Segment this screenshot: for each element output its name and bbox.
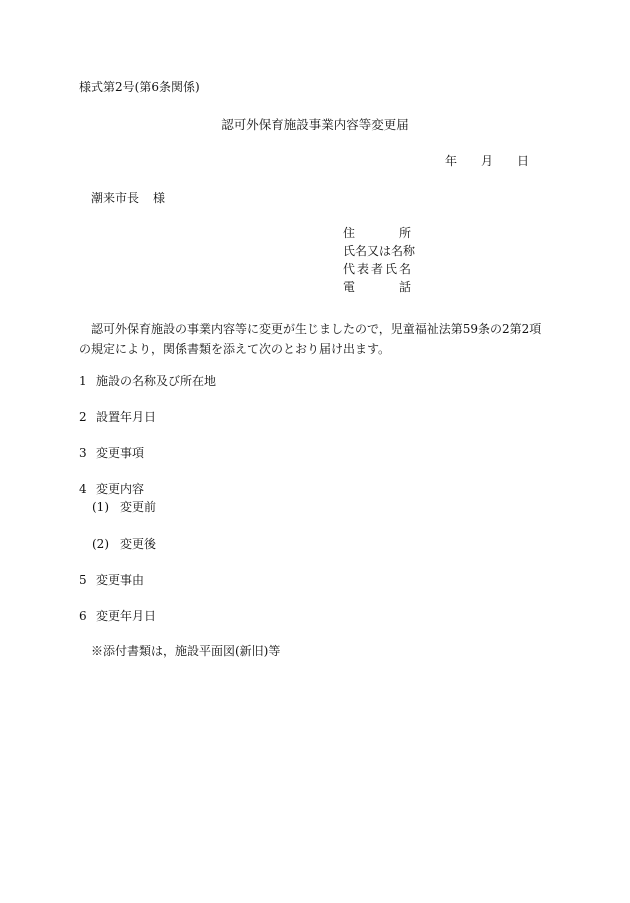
date-day-label: 日 — [517, 154, 530, 168]
applicant-representative-label: 代 表 者 氏 名 — [343, 262, 411, 276]
item-3: 3 変更事項 — [79, 446, 145, 460]
sub-item-2: (2) 変更後 — [92, 537, 157, 551]
document-title: 認可外保育施設事業内容等変更届 — [221, 117, 409, 132]
form-number: 様式第2号(第6条関係) — [79, 80, 200, 94]
applicant-address-label: 住 所 — [343, 226, 411, 240]
item-4: 4 変更内容 — [79, 482, 145, 496]
attachment-note: ※添付書類は，施設平面図(新旧)等 — [91, 644, 281, 658]
item-2: 2 設置年月日 — [79, 410, 157, 424]
applicant-name-label: 氏名又は名称 — [343, 244, 416, 258]
sub-item-1: (1) 変更前 — [92, 500, 157, 514]
date-line — [445, 155, 529, 167]
addressee — [91, 192, 165, 204]
item-1: 1 施設の名称及び所在地 — [79, 374, 217, 388]
item-5: 5 変更事由 — [79, 573, 145, 587]
applicant-phone-label: 電 話 — [343, 280, 411, 294]
date-month-label: 月 — [481, 154, 494, 168]
applicant-block — [343, 226, 416, 299]
body-paragraph: 認可外保育施設の事業内容等に変更が生じましたので，児童福祉法第59条の2第2項の規定により，関係書類を添えて次のとおり届け出ます。 — [79, 322, 542, 356]
addressee-name: 潮来市長 — [91, 191, 140, 205]
date-year-label: 年 — [445, 154, 458, 168]
item-6: 6 変更年月日 — [79, 609, 157, 623]
addressee-honorific: 様 — [153, 191, 166, 205]
